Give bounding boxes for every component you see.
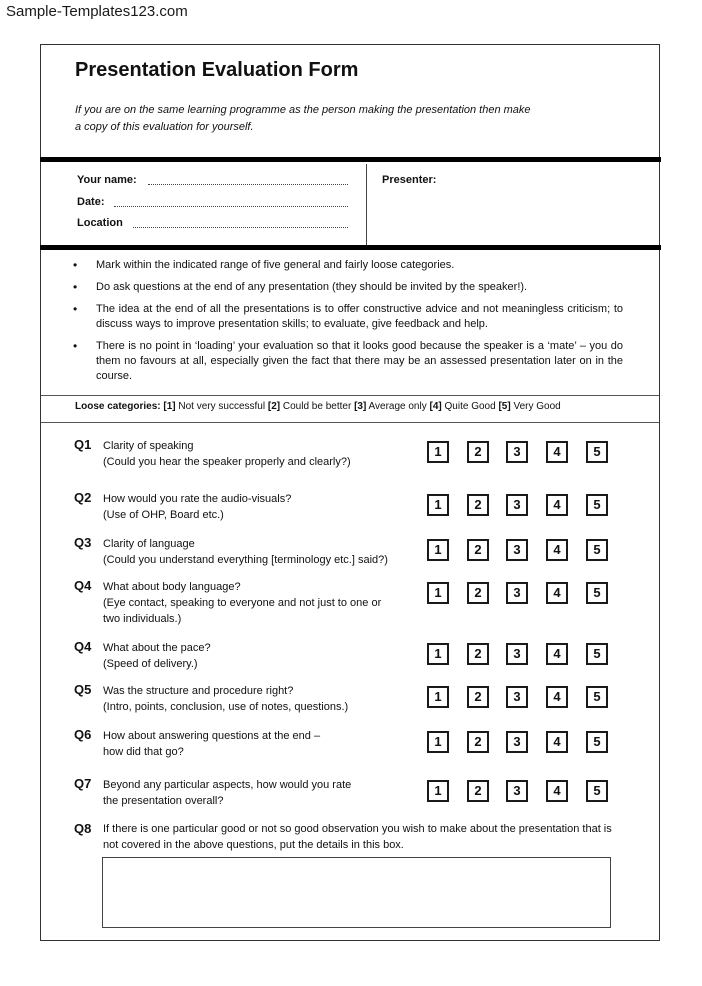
question-line: Clarity of language: [103, 538, 195, 550]
question-number: Q8: [74, 821, 92, 836]
rating-box-2[interactable]: 2: [467, 441, 489, 463]
question-line: What about body language?: [103, 581, 241, 593]
question-text: [103, 491, 423, 523]
question-line: the presentation overall?: [103, 795, 224, 807]
rating-box-5[interactable]: 5: [586, 441, 608, 463]
form-intro: If you are on the same learning programme as the person making the presentation then make a copy of this evaluation for yourself.: [75, 104, 531, 133]
question-text: [103, 777, 423, 809]
question-row: [41, 682, 659, 730]
rating-box-4[interactable]: 4: [546, 643, 568, 665]
question-row: [41, 727, 659, 775]
rating-box-2[interactable]: 2: [467, 539, 489, 561]
rating-box-1[interactable]: 1: [427, 731, 449, 753]
rating-box-1[interactable]: 1: [427, 780, 449, 802]
divider: [41, 395, 659, 396]
instruction-item: • Do ask questions at the end of any presentation (they should be invited by the speaker!).: [69, 280, 623, 295]
rating-box-4[interactable]: 4: [546, 731, 568, 753]
question-line: How about answering questions at the end –: [103, 730, 321, 742]
category-num: [2]: [267, 401, 281, 412]
question-number: Q1: [74, 437, 92, 452]
rating-box-5[interactable]: 5: [586, 780, 608, 802]
question-number: Q6: [74, 727, 92, 742]
question-line: (Could you understand everything [terminology etc.] said?): [103, 554, 388, 566]
category-num: [3]: [354, 401, 367, 412]
question-text: [103, 640, 423, 672]
name-label: Your name:: [77, 174, 137, 186]
question-text: [103, 683, 423, 715]
rating-box-1[interactable]: 1: [427, 582, 449, 604]
rating-box-4[interactable]: 4: [546, 539, 568, 561]
comments-box[interactable]: [102, 857, 611, 928]
question-line: (Eye contact, speaking to everyone and not just to one or: [103, 597, 382, 609]
question-text: [103, 728, 423, 760]
rating-box-5[interactable]: 5: [586, 643, 608, 665]
question-number: Q7: [74, 776, 92, 791]
question-text: [103, 579, 423, 627]
question-line: Was the structure and procedure right?: [103, 685, 294, 697]
question-number: Q4: [74, 639, 92, 654]
category-text: Could be better: [282, 401, 352, 412]
rating-box-5[interactable]: 5: [586, 539, 608, 561]
rating-box-2[interactable]: 2: [467, 780, 489, 802]
category-num: [1]: [163, 401, 176, 412]
question-line: What about the pace?: [103, 642, 211, 654]
rating-box-4[interactable]: 4: [546, 780, 568, 802]
details-divider: [366, 164, 367, 245]
rating-box-3[interactable]: 3: [506, 731, 528, 753]
question-number: Q2: [74, 490, 92, 505]
question-text: If there is one particular good or not so good observation you wish to make about the presentation that is not covered in the above questions, put the details in this box.: [103, 823, 612, 851]
rating-box-5[interactable]: 5: [586, 686, 608, 708]
name-field[interactable]: [148, 184, 348, 185]
question-row: [41, 535, 659, 583]
question-row: [41, 639, 659, 687]
rating-box-4[interactable]: 4: [546, 686, 568, 708]
rating-box-5[interactable]: 5: [586, 731, 608, 753]
rating-box-3[interactable]: 3: [506, 643, 528, 665]
watermark: Sample-Templates123.com: [6, 3, 188, 20]
question-number: Q3: [74, 535, 92, 550]
category-num: [5]: [498, 401, 511, 412]
instruction-item: • Mark within the indicated range of five general and fairly loose categories.: [69, 258, 623, 273]
instruction-item: • The idea at the end of all the presentations is to offer constructive advice and not meaningless criticism; to discuss ways to improve presentation skills; to evaluate, give feedback and help.: [69, 302, 623, 332]
question-line: How would you rate the audio-visuals?: [103, 493, 292, 505]
loose-categories: [75, 401, 561, 412]
rating-box-4[interactable]: 4: [546, 494, 568, 516]
presenter-label: Presenter:: [382, 174, 437, 186]
question-row: [41, 437, 659, 485]
rating-box-1[interactable]: 1: [427, 539, 449, 561]
rating-box-3[interactable]: 3: [506, 686, 528, 708]
question-line: Clarity of speaking: [103, 440, 194, 452]
question-line: (Use of OHP, Board etc.): [103, 509, 224, 521]
instructions-list: [69, 258, 623, 391]
evaluation-form: [40, 44, 660, 941]
location-label: Location: [77, 217, 123, 229]
question-number: Q4: [74, 578, 92, 593]
rating-box-5[interactable]: 5: [586, 582, 608, 604]
rating-box-2[interactable]: 2: [467, 643, 489, 665]
question-line: (Could you hear the speaker properly and clearly?): [103, 456, 351, 468]
question-row: [41, 776, 659, 824]
rating-box-4[interactable]: 4: [546, 582, 568, 604]
question-line: Beyond any particular aspects, how would you rate: [103, 779, 352, 791]
question-row: [41, 490, 659, 538]
loose-categories-label: Loose categories:: [75, 401, 161, 412]
rating-box-5[interactable]: 5: [586, 494, 608, 516]
form-title: Presentation Evaluation Form: [75, 59, 359, 81]
rating-box-1[interactable]: 1: [427, 441, 449, 463]
rating-box-1[interactable]: 1: [427, 643, 449, 665]
category-text: Very Good: [513, 401, 561, 412]
question-line: how did that go?: [103, 746, 184, 758]
rating-box-3[interactable]: 3: [506, 494, 528, 516]
location-field[interactable]: [133, 227, 348, 228]
question-line: (Intro, points, conclusion, use of notes, questions.): [103, 701, 349, 713]
question-number: Q5: [74, 682, 92, 697]
rating-box-2[interactable]: 2: [467, 494, 489, 516]
rating-box-2[interactable]: 2: [467, 686, 489, 708]
rating-box-4[interactable]: 4: [546, 441, 568, 463]
rating-box-3[interactable]: 3: [506, 582, 528, 604]
question-row: [41, 578, 659, 626]
thick-divider: [40, 157, 661, 162]
date-label: Date:: [77, 196, 105, 208]
rating-box-3[interactable]: 3: [506, 441, 528, 463]
rating-box-2[interactable]: 2: [467, 731, 489, 753]
question-line: (Speed of delivery.): [103, 658, 198, 670]
question-text: [103, 536, 423, 568]
rating-box-1[interactable]: 1: [427, 494, 449, 516]
rating-box-1[interactable]: 1: [427, 686, 449, 708]
category-text: Average only: [368, 401, 427, 412]
question-text: [103, 438, 423, 470]
question-line: two individuals.): [103, 613, 182, 625]
instruction-item: • There is no point in ‘loading’ your evaluation so that it looks good because the speaker is a ‘mate’ – you do them no favours at all, especially given the fact that there may be an assessed presentation later on in the course.: [69, 339, 623, 384]
rating-box-2[interactable]: 2: [467, 582, 489, 604]
rating-box-3[interactable]: 3: [506, 539, 528, 561]
divider: [41, 422, 659, 423]
rating-box-3[interactable]: 3: [506, 780, 528, 802]
category-num: [4]: [429, 401, 442, 412]
category-text: Quite Good: [444, 401, 496, 412]
date-field[interactable]: [114, 206, 348, 207]
category-text: Not very successful: [178, 401, 266, 412]
thick-divider: [40, 245, 661, 250]
